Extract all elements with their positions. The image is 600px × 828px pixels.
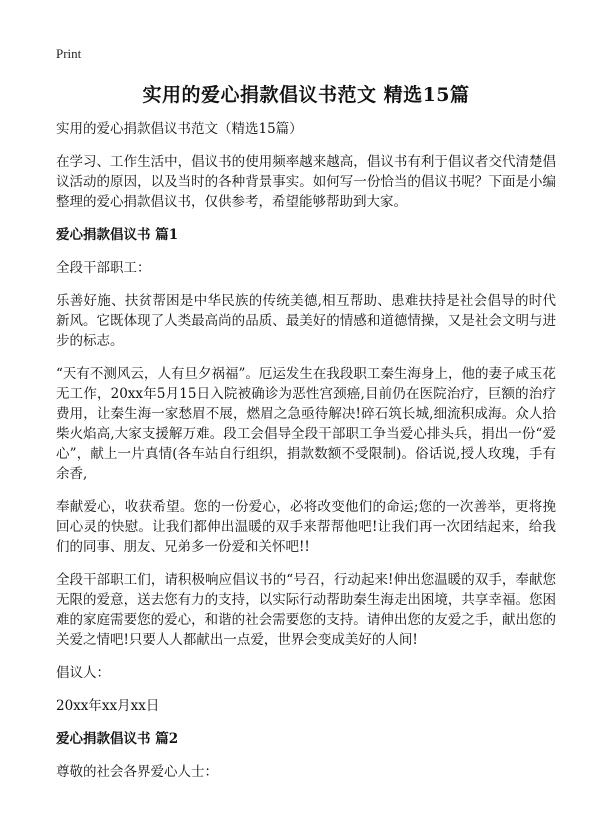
salutation-2: 尊敬的社会各界爱心人士： (56, 764, 218, 780)
page-title: 实用的爱心捐款倡议书范文 精选15篇 (142, 84, 470, 106)
signature: 倡议人： (56, 665, 110, 681)
date: 20xx年xx月xx日 (56, 698, 160, 714)
section-heading-1: 爱心捐款倡议书 篇1 (56, 227, 179, 243)
subtitle: 实用的爱心捐款倡议书范文（精选15篇） (56, 121, 303, 137)
body-paragraph: 乐善好施、扶贫帮困是中华民族的传统美德,相互帮助、患难扶持是社会倡导的时代新风。它既体现了人类最高尚的品质、最美好的情感和道德情操，又是社会文明与进步的标志。 (56, 293, 556, 349)
body-paragraph: “天有不测风云，人有旦夕祸福”。厄运发生在我段职工秦生海身上，他的妻子咸玉花无工作，20xx年5月15日入院被确诊为恶性宫颈癌,目前仍在医院治疗，巨额的治疗费用，让秦生海一家愁眉不展，燃眉之急亟待解决!碎石筑长城,细流积成海。众人拾柴火焰高,大家支援解万难。段工会倡导全段干部职工争当爱心排头兵，捐出一份“爱心”，献上一片真情(各车站自行组织，捐款数额不受限制)。俗话说,授人玫瑰，手有余香, (56, 366, 556, 482)
body-paragraph: 全段干部职工们，请积极响应倡议书的“号召，行动起来!伸出您温暖的双手，奉献您无限的爱意，送去您有力的支持，以实际行动帮助秦生海走出困境，共享幸福。您困难的家庭需要您的爱心，和谐的社会需要您的支持。请伸出您的友爱之手，献出您的关爱之情吧!只要人人都献出一点爱，世界会变成美好的人间! (56, 572, 556, 648)
salutation-1: 全段干部职工： (56, 260, 151, 276)
article-body (56, 119, 556, 795)
body-paragraph: 奉献爱心，收获希望。您的一份爱心，必将改变他们的命运;您的一次善举，更将挽回心灵的快慰。让我们都伸出温暖的双手来帮帮他吧!让我们再一次团结起来，给我们的同事、朋友、兄弟多一份爱和关怀吧!! (56, 499, 556, 555)
print-link[interactable]: Print (56, 46, 82, 61)
section-heading-2: 爱心捐款倡议书 篇2 (56, 731, 179, 747)
intro-paragraph: 在学习、工作生活中，倡议书的使用频率越来越高，倡议书有利于倡议者交代清楚倡议活动的原因，以及当时的各种背景事实。如何写一份恰当的倡议书呢？下面是小编整理的爱心捐款倡议书，仅供参考，希望能够帮助到大家。 (56, 154, 556, 210)
